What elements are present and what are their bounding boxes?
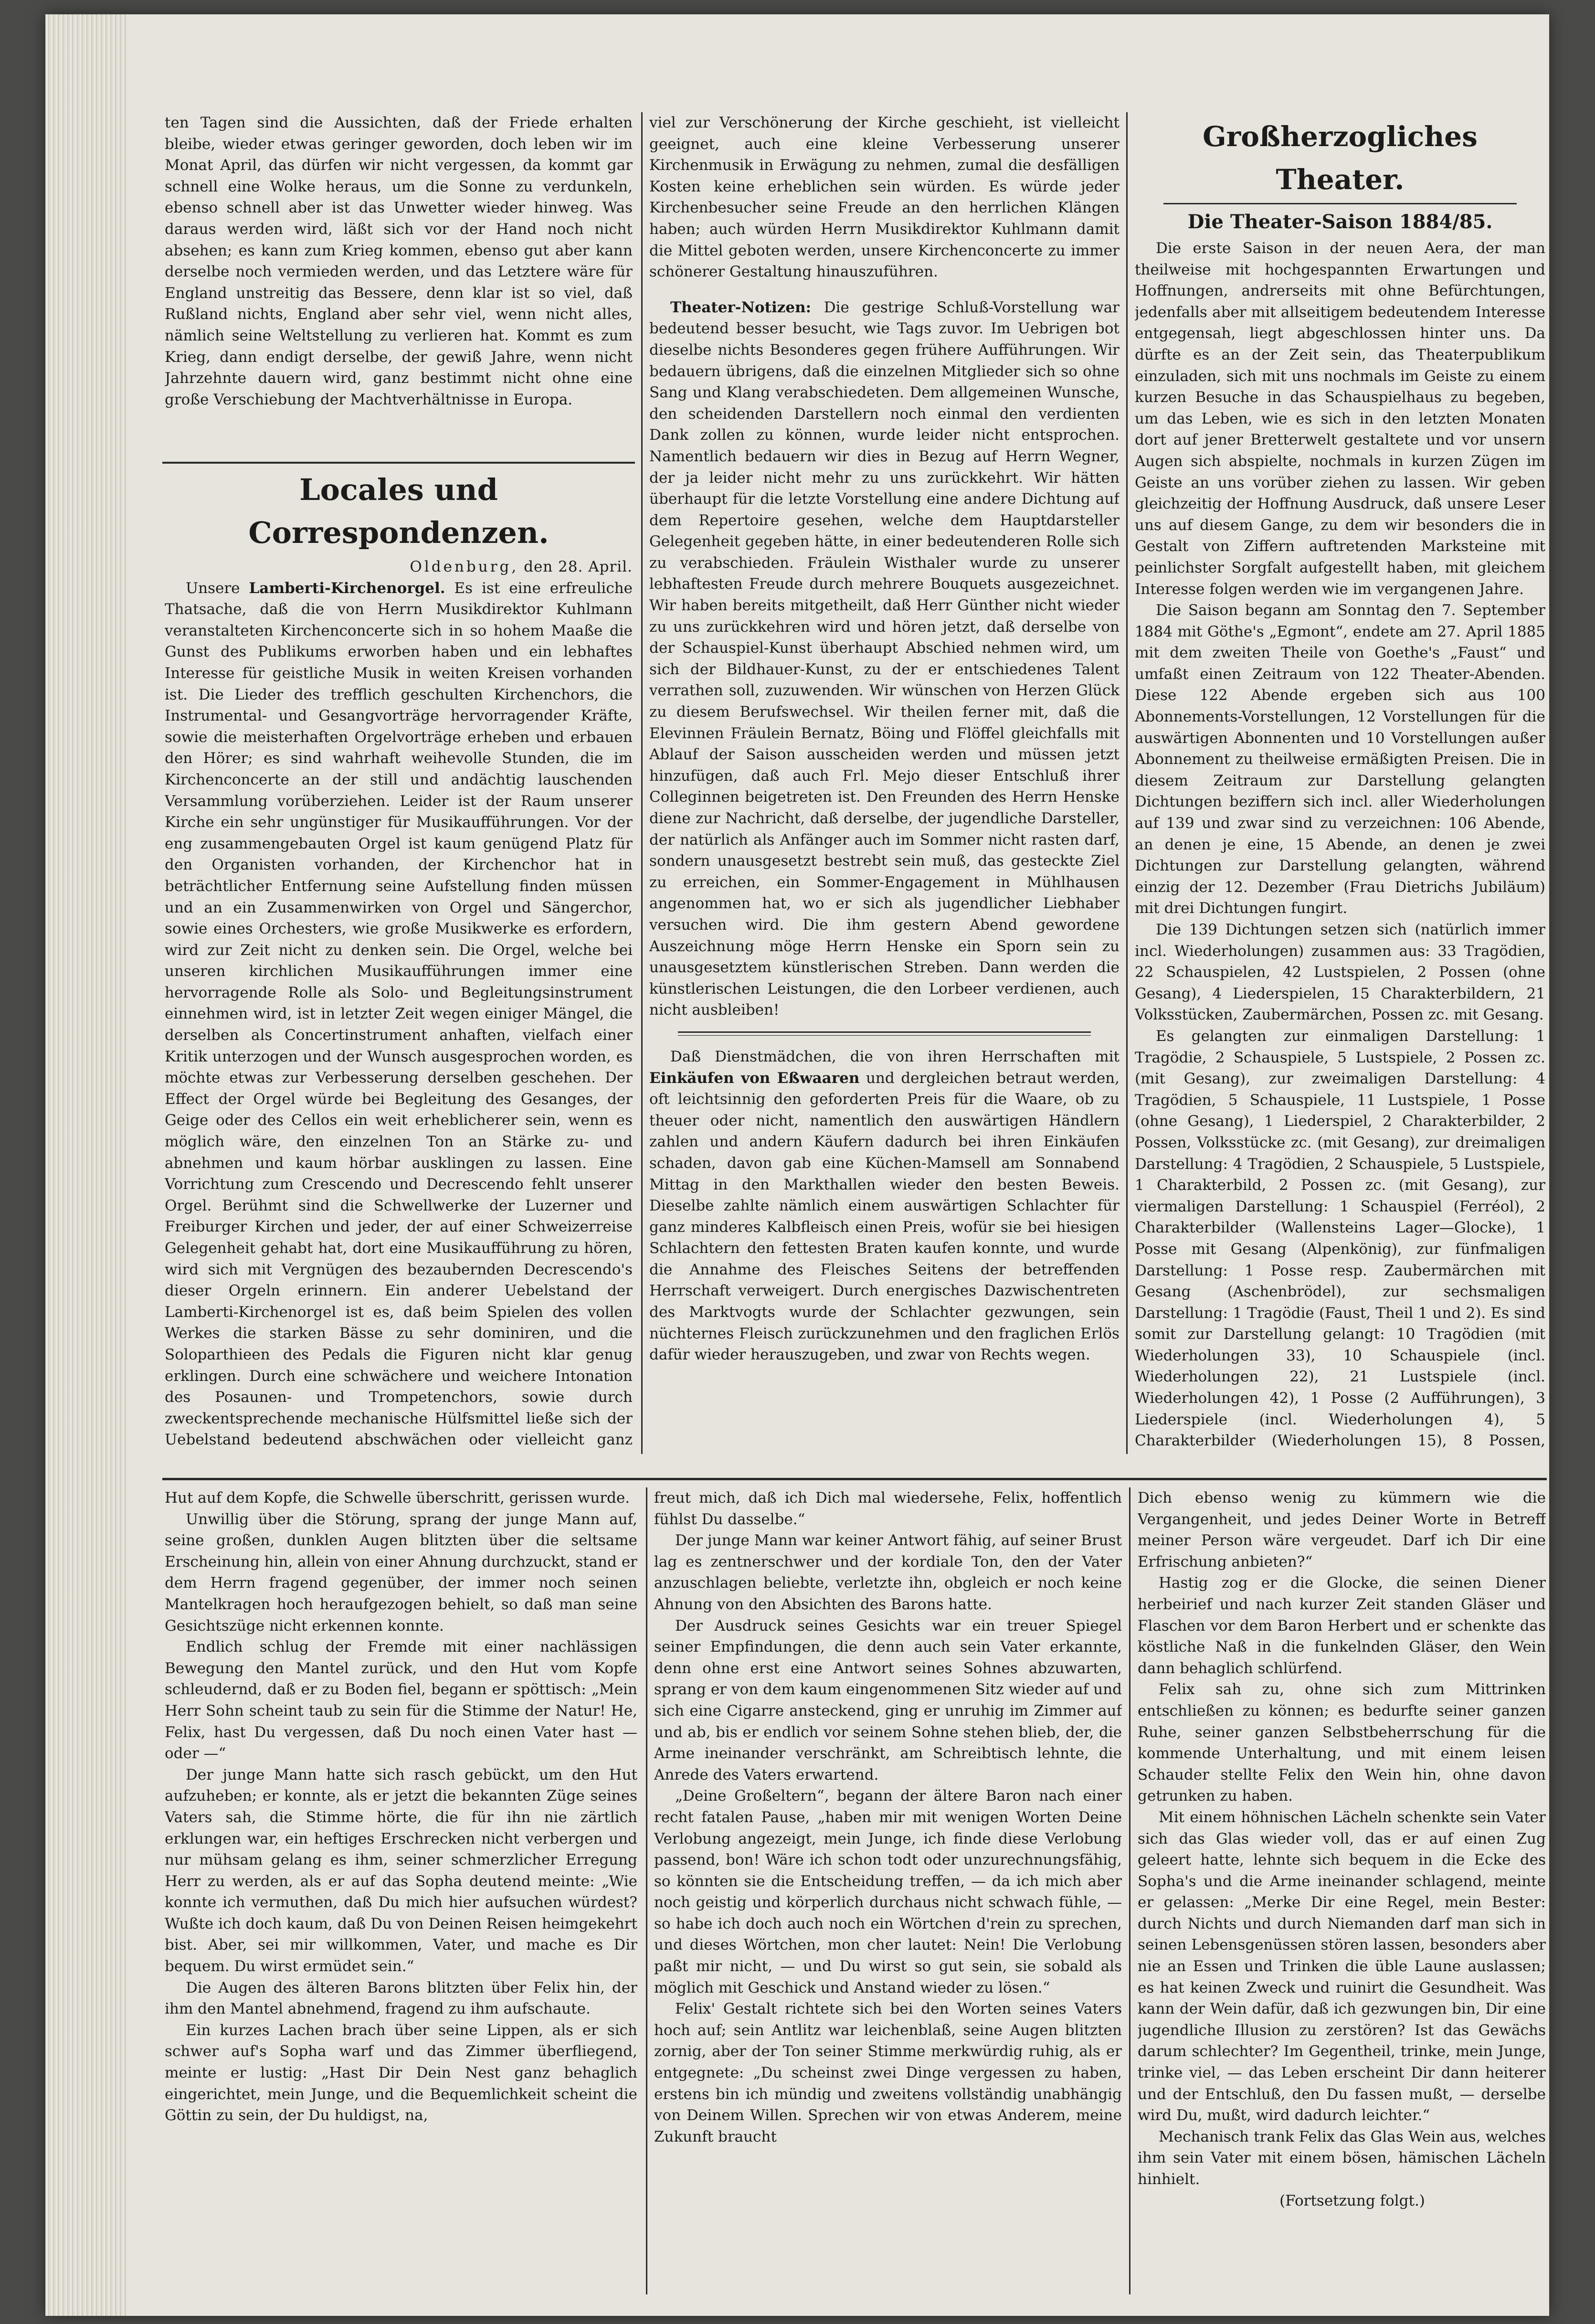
- column-rule: [1129, 1487, 1130, 2294]
- story-paragraph: Unwillig über die Störung, sprang der junge Mann auf, seine großen, dunklen Augen blitzten über die seltsame Erscheinung hin, allein von einer Ahnung durchzuckt, stand er dem Herrn fragend gegenüber, der immer noch seinen Mantelkragen hoch heraufgezogen behielt, so daß man seine Gesichtszüge nicht erkennen konnte.: [165, 1510, 637, 1634]
- story-paragraph: Mechanisch trank Felix das Glas Wein aus, welches ihm sein Vater mit einem bösen, hämischen Lächeln hinhielt.: [1138, 2128, 1546, 2188]
- story-paragraph: Hastig zog er die Glocke, die seinen Diener herbeirief und nach kurzer Zeit standen Gläser und Flaschen vor dem Baron Herbert und er schenkte das köstliche Naß in die funkelnden Gläser, den Wein dann behaglich schlürfend.: [1138, 1574, 1546, 1677]
- lower-col2: [654, 1487, 1122, 2294]
- article-text: Die gestrige Schluß-Vorstellung war bedeutend besser besucht, wie Tags zuvor. Im Uebrigen bot dieselbe nichts Besonderes gegen frühere Aufführungen. Wir bedauern übrigens, daß die einzelnen Mitglieder sich so ohne Sang und Klang verabschiedeten. Dem allgemeinen Wunsche, den scheidenden Darstellern noch einmal den verdienten Dank zollen zu können, wurde leider nicht entsprochen. Namentlich bedauern wir dies in Bezug auf Herrn Wegner, der ja leider nicht mehr zu uns zurückkehrt. Wir hätten überhaupt für die letzte Vorstellung eine andere Dichtung auf dem Repertoire gesehen, welche dem Hauptdarsteller Gelegenheit gegeben hätte, in einer bedeutenderen Rolle sich zu verabschieden. Fräulein Wisthaler wurde zu unserer lebhaftesten Freude durch mehrere Bouquets ausgezeichnet. Wir haben bereits mitgetheilt, daß Herr Günther nicht wieder zu uns zurückkehren wird und hören jetzt, daß derselbe von der Schauspiel-Kunst überhaupt Abschied nehmen wird, um sich der Bildhauer-Kunst, zu der er entschiedenes Talent verrathen soll, zuzuwenden. Wir wünschen von Herzen Glück zu diesem Berufswechsel. Wir theilen ferner mit, daß die Elevinnen Fräulein Bernatz, Böing und Flöffel gleichfalls mit Ablauf der Saison ausscheiden werden und müssen jetzt hinzufügen, daß auch Frl. Mejo dieser Entschluß ihrer Colleginnen beigetreten ist. Den Freunden des Herrn Henske diene zur Nachricht, daß derselbe, der jugendliche Darsteller, der natürlich als Anfänger auch im Sommer nicht rasten darf, sondern unausgesetzt bestrebt sein muß, das gesteckte Ziel zu erreichen, ein Sommer-Engagement in Mühlhausen angenommen hat, wo er sich als jugendlicher Liebhaber versuchen wird. Die ihm gestern Abend gewordene Auszeichnung möge Herrn Henske ein Sporn sein zu unausgesetztem künstlerischen Streben. Dann werden die künstlerischen Leistungen, die den Lorbeer verdienen, auch nicht ausbleiben!: [649, 298, 1120, 1019]
- lower-col3: [1138, 1487, 1546, 2294]
- story-paragraph: „Deine Großeltern“, begann der ältere Baron nach einer recht fatalen Pause, „haben mir mit wenigen Worten Deine Verlobung angezeigt, mein Junge, ich finde diese Verlobung passend, bon! Wäre ich schon todt oder unzurechnungsfähig, so könnten sie die Entscheidung treffen, — da ich mich aber noch geistig und körperlich durchaus nicht schwach fühle, — so habe ich doch auch noch ein Wörtchen d'rein zu sprechen, und dieses Wörtchen, mon cher lautet: Nein! Die Verlobung paßt mir nicht, — und Du wirst so gut sein, sie sobald als möglich mit Geschick und Anstand wieder zu lösen.“: [654, 1787, 1122, 1996]
- newspaper-page: [45, 14, 1549, 2316]
- dateline-date: den 28. April.: [524, 558, 633, 575]
- story-paragraph: Der Ausdruck seines Gesichts war ein treuer Spiegel seiner Empfindungen, die denn auch sein Vater erkannte, denn ohne erst eine Antwort seines Sohnes abzuwarten, sprang er von dem kaum eingenommenen Sitz wieder auf und sich eine Cigarre ansteckend, ging er unruhig im Zimmer auf und ab, bis er endlich vor seinem Sohne stehen blieb, der, die Arme ineinander verschränkt, am Schreibtisch lehnte, die Anrede des Vaters erwartend.: [654, 1617, 1122, 1783]
- article-paragraph: [649, 297, 1120, 1021]
- dateline: [165, 556, 633, 578]
- section-heading-locales: Locales und Correspondenzen.: [248, 472, 549, 550]
- upper-col3: [1135, 112, 1545, 1454]
- lower-col1: [165, 1487, 637, 2294]
- story-paragraph: freut mich, daß ich Dich mal wiedersehe, Felix, hoffentlich fühlst Du dasselbe.“: [654, 1489, 1122, 1528]
- section-heading-theater: Großherzogliches Theater.: [1203, 120, 1478, 196]
- article-paragraph: [165, 578, 633, 1452]
- article-paragraph: [649, 1046, 1120, 1366]
- lead-text: Unsere: [186, 579, 240, 597]
- article-paragraph: Es gelangten zur einmaligen Darstellung: 1 Tragödie, 2 Schauspiele, 5 Lustspiele, 2 Possen zc. (mit Gesang), zur zweimaligen Darstellung: 4 Tragödien, 5 Schauspiele, 11 Lustspiele, 1 Posse (ohne Gesang), 1 Liederspiel, 2 Charakterbilder, 2 Possen, Volksstücke zc. (mit Gesang), zur dreimaligen Darstellung: 4 Tragödien, 2 Schauspiele, 5 Lustspiele, 1 Charakterbild, 2 Possen zc. (mit Gesang), zur viermaligen Darstellung: 1 Schauspiel (Ferréol), 2 Charakterbilder (Wallensteins Lager—Glocke), 1 Posse mit Gesang (Alpenkönig), zur fünfmaligen Darstellung: 1 Posse resp. Zaubermärchen mit Gesang (Aschenbrödel), zur sechsmaligen Darstellung: 1 Tragödie (Faust, Theil 1 und 2). Es sind somit zur Darstellung gelangt: 10 Tragödien (mit Wiederholungen 33), 10 Schauspiele (incl. Wiederholungen 22), 21 Lustspiele (incl. Wiederholungen 42), 1 Posse (2 Aufführungen), 3 Liederspiele (incl. Wiederholungen 4), 5 Charakterbilder (Wiederholungen 15), 8 Possen,: [1135, 1027, 1545, 1450]
- article-title-theater-notizen: Theater-Notizen:: [670, 298, 812, 316]
- story-paragraph: Der junge Mann war keiner Antwort fähig, auf seiner Brust lag es zentnerschwer und der kordiale Ton, den der Vater anzuschlagen beliebte, verletzte ihn, obgleich er noch keine Ahnung von den Absichten des Barons hatte.: [654, 1532, 1122, 1613]
- article-paragraph: ten Tagen sind die Aussichten, daß der Friede erhalten bleibe, wieder etwas geringer geworden, doch leben wir im Monat April, das dürfen wir nicht vergessen, da kommt gar schnell eine Wolke heraus, um die Sonne zu verdunkeln, ebenso schnell aber ist das Unwetter wieder hinweg. Was daraus werden wird, läßt sich vor der Hand noch nicht absehen; es kann zum Krieg kommen, ebenso gut aber kann derselbe noch vermieden werden, und das Letztere wäre für England unstreitig das Bessere, denn klar ist so viel, daß Rußland nichts, England aber sehr viel, wenn nicht alles, nämlich seine Weltstellung zu verlieren hat. Kommt es zum Krieg, dann endigt derselbe, der gewiß Jahre, wenn nicht Jahrzehnte dauern wird, ganz bestimmt nicht ohne eine große Verschiebung der Machtverhältnisse in Europa.: [165, 114, 633, 408]
- column-rule: [1126, 112, 1128, 1454]
- article-text: und dergleichen betraut werden, oft leichtsinnig den geforderten Preis für die Waare, ob zu theuer oder nicht, namentlich den auswärtigen Händlern zahlen und andern Käufern dadurch bei ihren Einkäufen schaden, davon gab eine Küchen-Mamsell am Sonnabend Mittag in den Markthallen wieder den besten Beweis. Dieselbe zahlte nämlich einem auswärtigen Schlachter für ganz minderes Kalbfleisch einen Preis, wofür sie bei hiesigen Schlachtern den fettesten Braten kaufen konnte, und wurde die Annahme des Fleisches Seitens der betreffenden Herrschaft verweigert. Durch energisches Dazwischentreten des Marktvogts wurde der Schlachter gezwungen, sein nüchternes Fleisch zurückzunehmen und den fraglichen Erlös dafür wieder herauszugeben, und zwar von Rechts wegen.: [649, 1069, 1120, 1364]
- story-paragraph: Endlich schlug der Fremde mit einer nachlässigen Bewegung den Mantel zurück, und den Hut vom Kopfe schleudernd, daß er zu Boden fiel, begann er spöttisch: „Mein Herr Sohn scheint taub zu sein für die Stimme der Natur! He, Felix, hast Du vergessen, daß Du noch einen Vater hast — oder —“: [165, 1638, 637, 1762]
- feuilleton-divider: [162, 1478, 1547, 1480]
- dateline-place: Oldenburg,: [410, 558, 519, 575]
- upper-col1-locales: [165, 466, 633, 1452]
- story-paragraph: Mit einem höhnischen Lächeln schenkte sein Vater sich das Glas wieder voll, das er auf einen Zug geleert hatte, lehnte sich bequem in die Ecke des Sopha's und die Arme ineinander schlagend, meinte er gelassen: „Merke Dir eine Regel, mein Bester: durch Nichts und durch Niemanden darf man sich in seinen Lebensgenüssen stören lassen, besonders aber nie an Essen und Trinken die üble Laune auslassen; es hat keinen Zweck und ruinirt die Gesundheit. Was kann der Wein dafür, daß ich gezwungen bin, Dir eine jugendliche Illusion zu zerstören? Ist das Gewächs darum schlechter? Im Gegentheil, trinke, mein Junge, trinke viel, — das Leben erscheint Dir dann heiterer und der Entschluß, den Du fassen mußt, — derselbe wird Du, mußt, wird dadurch leichter.“: [1138, 1808, 1546, 2124]
- article-paragraph: Die 139 Dichtungen setzen sich (natürlich immer incl. Wiederholungen) zusammen aus: 33 Tragödien, 22 Schauspielen, 42 Lustspielen, 2 Possen (ohne Gesang), 4 Liederspielen, 15 Charakterbildern, 21 Volksstücken, Zaubermärchen, Possen zc. mit Gesang.: [1135, 921, 1545, 1024]
- article-paragraph: Die Saison begann am Sonntag den 7. September 1884 mit Göthe's „Egmont“, endete am 27. April 1885 mit dem zweiten Theile von Goethe's „Faust“ und umfaßt einen Zeitraum von 122 Theater-Abenden. Diese 122 Abende ergeben sich aus 100 Abonnements-Vorstellungen, 12 Vorstellungen für die auswärtigen Abonnenten und 10 Vorstellungen außer Abonnement zu theilweise ermäßigten Preisen. Die in diesem Zeitraum zur Darstellung gelangten Dichtungen beziffern sich incl. aller Wiederholungen auf 139 und zwar sind zu verzeichnen: 106 Abende, an denen je eine, 15 Abende, an denen je zwei Dichtungen zur Darstellung gelangten, während einzig der 12. Dezember (Frau Dietrichs Jubiläum) mit drei Dichtungen fungirt.: [1135, 602, 1545, 917]
- upper-col1-top: [165, 112, 633, 458]
- story-paragraph: Felix' Gestalt richtete sich bei den Worten seines Vaters hoch auf; sein Antlitz war leichenblaß, seine Augen blitzten zornig, aber der Ton seiner Stimme merkwürdig ruhig, als er entgegnete: „Du scheinst zwei Dinge vergessen zu haben, erstens bin ich mündig und zweitens vollständig unabhängig von Deinem Willen. Sprechen wir von etwas Anderem, meine Zukunft braucht: [654, 2000, 1122, 2145]
- column-rule: [641, 112, 643, 1454]
- story-paragraph: Der junge Mann hatte sich rasch gebückt, um den Hut aufzuheben; er konnte, als er jetzt die bekannten Züge seines Vaters sah, die Stimme hörte, die für ihn nie zärtlich erklungen war, ein heftiges Erschrecken nicht verbergen und nur mühsam gelang es ihm, seiner schmerzlicher Erregung Herr zu werden, als er auf das Sopha deutend meinte: „Wie konnte ich vermuthen, daß Du mich hier aufsuchen würdest? Wußte ich doch kaum, daß Du von Deinen Reisen heimgekehrt bist. Aber, sei mir willkommen, Vater, und mache es Dir bequem. Du wirst ermüdet sein.“: [165, 1766, 637, 1975]
- story-paragraph: Dich ebenso wenig zu kümmern wie die Vergangenheit, und jedes Deiner Worte in Betreff meiner Person wäre vergeudet. Darf ich Dir eine Erfrischung anbieten?“: [1138, 1489, 1546, 1571]
- lead-text: Daß Dienstmädchen, die von ihren Herrschaften mit: [670, 1048, 1120, 1065]
- story-paragraph: Hut auf dem Kopfe, die Schwelle überschritt, gerissen wurde.: [165, 1489, 630, 1507]
- page-binding-edge: [45, 14, 127, 2316]
- story-paragraph: Die Augen des älteren Barons blitzten über Felix hin, der ihm den Mantel abnehmend, fragend zu ihm aufschaute.: [165, 1979, 637, 2018]
- continuation-note: (Fortsetzung folgt.): [1279, 2192, 1425, 2209]
- article-title-orgel: Lamberti-Kirchenorgel.: [249, 579, 445, 597]
- article-paragraph: viel zur Verschönerung der Kirche geschieht, ist vielleicht geeignet, auch eine kleine Verbesserung unserer Kirchenmusik in Erwägung zu nehmen, zumal die desfälligen Kosten keine erheblichen sein würden. Es würde jeder Kirchenbesucher seine Freude an den herrlichen Klängen haben; auch würden Herrn Musikdirektor Kuhlmann damit die Mittel geboten werden, unsere Kirchenconcerte zu immer schönerer Gestaltung hinauszuführen.: [649, 114, 1120, 281]
- article-paragraph: Die erste Saison in der neuen Aera, der man theilweise mit hochgespannten Erwartungen und Hoffnungen, andrerseits mit ohne Befürchtungen, jedenfalls aber mit allseitigem bedeutendem Interesse entgegensah, liegt abgeschlossen hinter uns. Da dürfte es an der Zeit sein, das Theaterpublikum einzuladen, sich mit uns nochmals im Geiste zu einem kurzen Besuche in das Schauspielhaus zu begeben, um das Leben, wie es sich in den letzten Monaten dort auf jener Bretterwelt gestaltete und vor unsern Augen sich abspielte, nochmals in kurzen Zügen im Geiste an uns vorüber ziehen zu lassen. Wir geben gleichzeitig der Hoffnung Ausdruck, daß unsere Leser uns auf diesem Gange, zu dem wir besonders die in Gestalt von Ziffern auftretenden Marksteine mit peinlichster Sorgfalt aufgestellt haben, mit gleichem Interesse folgen werden wie im vergangenen Jahre.: [1135, 240, 1545, 598]
- story-paragraph: Felix sah zu, ohne sich zum Mittrinken entschließen zu können; es bedurfte seiner ganzen Ruhe, seiner ganzen Selbstbeherrschung für die kommende Unterhaltung, und mit einem leisen Schauder stellte Felix den Wein hin, ohne davon getrunken zu haben.: [1138, 1681, 1546, 1805]
- story-paragraph: Ein kurzes Lachen brach über seine Lippen, als er sich schwer auf's Sopha warf und das Zimmer überfliegend, meinte er lustig: „Hast Dir Dein Nest ganz behaglich eingerichtet, mein Junge, und die Bequemlichkeit scheint die Göttin zu sein, der Du huldigst, na,: [165, 2021, 637, 2124]
- article-title-esswaaren: Einkäufen von Eßwaaren: [649, 1069, 860, 1087]
- article-title-saison: Die Theater-Saison 1884/85.: [1187, 211, 1493, 233]
- section-divider: [162, 462, 635, 464]
- article-divider: [678, 1031, 1091, 1036]
- heading-underline: [1163, 203, 1517, 204]
- column-rule: [646, 1487, 647, 2294]
- upper-col2: [649, 112, 1120, 1454]
- article-text: Es ist eine erfreuliche Thatsache, daß die von Herrn Musikdirektor Kuhlmann veranstalteten Kirchenconcerte sich in so hohem Maaße die Gunst des Publikums erworben haben und ein lebhaftes Interesse für geistliche Musik in weiten Kreisen vorhanden ist. Die Lieder des trefflich geschulten Kirchenchors, die Instrumental- und Gesangvorträge hervorragender Kräfte, sowie die meisterhaften Orgelvorträge erheben und erbauen den Hörer; es sind wahrhaft weihevolle Stunden, die im Kirchenconcerte an der still und andächtig lauschenden Versammlung vorüberziehen. Leider ist der Raum unserer Kirche ein sehr ungünstiger für Musikaufführungen. Vor der eng zusammengebauten Orgel ist kaum genügend Platz für den Organisten vorhanden, der Kirchenchor hat in beträchtlicher Entfernung seine Aufstellung finden müssen und an ein Zusammenwirken von Orgel und Sängerchor, sowie eines Orchesters, wie große Musikwerke es erfordern, wird zur Zeit nicht zu denken sein. Die Orgel, welche bei unseren kirchlichen Musikaufführungen immer eine hervorragende Rolle als Solo- und Begleitungsinstrument einnehmen wird, ist in letzter Zeit wegen einiger Mängel, die derselben als Concertinstrument anhaften, vielfach einer Kritik unterzogen und der Wunsch ausgesprochen worden, es möchte etwas zur Verbesserung derselben geschehen. Der Effect der Orgel würde bei Begleitung des Gesanges, der Geige oder des Cellos ein weit erheblicherer sein, wenn es möglich wäre, den einzelnen Ton an Stärke zu- und abnehmen und kaum hörbar ausklingen zu lassen. Eine Vorrichtung zum Crescendo und Decrescendo fehlt unserer Orgel. Berühmt sind die Schwellwerke der Luzerner und Freiburger Kirchen und jeder, der auf einer Schweizerreise Gelegenheit gehabt hat, dort eine Musikaufführung zu hören, wird sich mit Vergnügen des bezaubernden Decrescendo's dieser Orgeln erinnern. Ein anderer Uebelstand der Lamberti-Kirchenorgel ist es, daß beim Spielen des vollen Werkes die starken Bässe zu sehr dominiren, und die Soloparthieen des Pedals die Figuren nicht klar genug erklingen. Durch eine schwächere und weichere Intonation des Posaunen- und Trompetenchors, sowie durch zweckentsprechende mechanische Hülfsmittel ließe sich der Uebelstand bedeutend abschwächen oder vielleicht ganz: [165, 579, 633, 1449]
